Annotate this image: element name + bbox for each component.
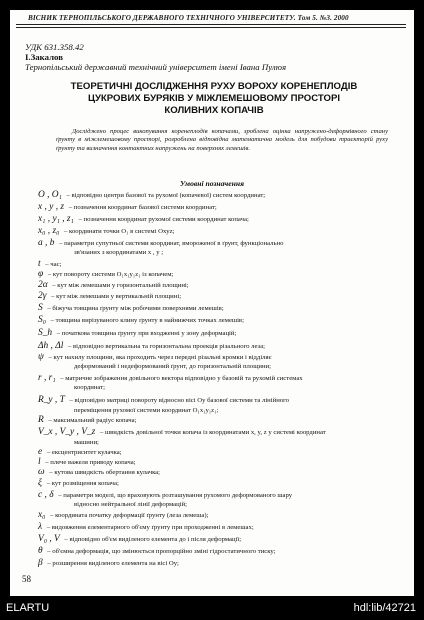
definition-text: – швидкість довільної точки копача із координатами x, y, z у системі координат xyxy=(98,429,326,436)
definition-item xyxy=(38,458,390,467)
title-line: ТЕОРЕТИЧНІ ДОСЛІДЖЕННЯ РУХУ ВОРОХУ КОРЕНЕПЛОДІВ xyxy=(70,81,358,92)
definition-text: – матричне зображення довільного вектора відповідно у базовій та рухомій системах xyxy=(58,375,303,382)
definition-text: – біжуча товщина ґрунту між робочими поверхнями лемешів; xyxy=(45,305,224,312)
definition-continuation: відносно нейтральної лінії деформацій; xyxy=(74,501,187,508)
definition-item xyxy=(38,416,390,425)
definition-text: – відповідно центри базової та рухомої (копачевої) систем координат; xyxy=(64,192,266,199)
definition-continuation: зв'язаних з координатами x , y ; xyxy=(74,249,164,256)
definition-text: – максимальний радіус копача; xyxy=(46,417,137,424)
definition-text: – відповідно вертикальна та горизонтальна проекція різального леза; xyxy=(66,343,266,350)
definition-item xyxy=(38,239,390,248)
definition-item xyxy=(38,559,390,568)
definition-text: – кут між лемешами у горизонтальній площині; xyxy=(50,282,189,289)
definition-item xyxy=(38,215,390,224)
definition-continuation: координат; xyxy=(74,384,105,391)
definition-item xyxy=(38,270,390,279)
author-name: І.Закалов xyxy=(25,52,63,62)
definition-item xyxy=(38,374,390,383)
definition-item xyxy=(38,342,390,351)
definition-continuation: деформований і недеформований ґрунт, до горизонтальній площини; xyxy=(74,363,271,370)
definition-item xyxy=(38,448,390,457)
definition-item xyxy=(38,428,390,437)
definition-symbol: c , δ xyxy=(38,490,54,500)
definition-item xyxy=(38,396,390,405)
definition-symbol: V₀ , V xyxy=(38,534,60,544)
definition-symbol: ω xyxy=(38,467,45,477)
definition-symbol: S xyxy=(38,303,43,313)
definition-symbol: a , b xyxy=(38,238,55,248)
footer-handle-link[interactable]: hdl:lib/42721 xyxy=(353,602,416,614)
paper-title xyxy=(28,81,400,118)
definition-symbol: R xyxy=(38,415,44,425)
definition-text: – розширення виділеного елемента на вісі Oy; xyxy=(45,560,179,567)
definition-text: – товщина вирізуваного клину ґрунту в найнижчих точках лемешів; xyxy=(48,317,244,324)
definition-item xyxy=(38,191,390,200)
definition-item xyxy=(38,535,390,544)
footer-repository-label: ELARTU xyxy=(6,602,50,614)
title-line: КОЛИВНИХ КОПАЧІВ xyxy=(164,105,264,117)
viewer-footer-bar xyxy=(0,598,424,620)
definition-symbol: x , y , z xyxy=(38,202,65,212)
document-sheet xyxy=(10,10,414,596)
abstract: Досліджено процес викопування коренеплодів копачами, зроблена оцінка напружено-деформівного стану ґрунту в міжлемешовому просторі, розроблена відповідна математична модель для побудови траєкторій руху ґрунту та визначення контактних напружень на поверхнях лемешів. xyxy=(56,128,388,152)
definition-text: – позначення координат рухомої системи координат копача; xyxy=(76,216,249,223)
definition-item xyxy=(38,329,390,338)
definition-text: – кутова швидкість обертання кулачка; xyxy=(47,469,161,476)
definition-item xyxy=(38,292,390,301)
definition-item xyxy=(38,203,390,212)
definition-symbol: S₀ xyxy=(38,315,46,325)
affiliation: Тернопільський державний технічний університет імені Івана Пулюя xyxy=(25,62,287,72)
definition-item xyxy=(38,316,390,325)
definition-item xyxy=(38,479,390,488)
definition-symbol: r , r₁ xyxy=(38,373,56,383)
definition-item xyxy=(38,523,390,532)
definition-symbol: l xyxy=(38,457,41,467)
definition-text: – час; xyxy=(43,261,62,268)
definition-symbol: β xyxy=(38,558,43,568)
definition-text: – ексцентриситет кулачка; xyxy=(45,449,122,456)
definition-item xyxy=(38,304,390,313)
definition-symbol: t xyxy=(38,259,41,269)
definition-text: – видовження елементарного об'єму ґрунту при проходженні в лемешах; xyxy=(45,524,254,531)
definition-item xyxy=(38,547,390,556)
definition-item xyxy=(38,281,390,290)
definition-continuation: переміщення рухомої системи координат O₁x₁y₁z₁; xyxy=(74,407,219,414)
definition-symbol: 2γ xyxy=(38,291,47,301)
definition-text: – об'ємна деформація, що змінюється пропорційно зміні гідростатичного тиску; xyxy=(45,548,276,555)
definition-text: – позначення координат базової системи координат; xyxy=(67,204,217,211)
definition-text: – координата початку деформації ґрунту (леза лемеша); xyxy=(48,512,209,519)
definition-item xyxy=(38,353,390,362)
definition-symbol: λ xyxy=(38,522,43,532)
definition-item xyxy=(38,511,390,520)
definition-text: – кут повороту системи O₁x₁y₁z₁ із копачем; xyxy=(46,271,174,278)
definition-symbol: x₀ , z₀ xyxy=(38,226,60,236)
definition-item xyxy=(38,468,390,477)
definition-text: – параметри супутньої системи координат, вмороженої в ґрунт, функціонально xyxy=(57,240,284,247)
definition-symbol: φ xyxy=(38,269,44,279)
definition-symbol: x₀ xyxy=(38,510,46,520)
definition-symbol: V_x , V_y , V_z xyxy=(38,427,96,437)
definition-symbol: Δh , Δl xyxy=(38,341,64,351)
header-rule-bottom xyxy=(16,27,406,28)
journal-header: ВІСНИК ТЕРНОПІЛЬСЬКОГО ДЕРЖАВНОГО ТЕХНІЧНОГО УНІВЕРСИТЕТУ. Том 5. №3. 2000 xyxy=(28,14,349,22)
definition-text: – плече важеля приводу копача; xyxy=(43,459,136,466)
definition-text: – відповідно матриці повороту відносно вісі Oy базової системи та лінійного xyxy=(67,397,290,404)
definition-symbol: S_h xyxy=(38,328,53,338)
definition-item xyxy=(38,227,390,236)
definition-symbol: 2α xyxy=(38,280,48,290)
title-line: ЦУКРОВИХ БУРЯКІВ У МІЖЛЕМЕШОВОМУ ПРОСТОРІ xyxy=(87,93,341,105)
definition-item xyxy=(38,491,390,500)
notation-heading: Умовні позначення xyxy=(179,179,245,188)
definition-item xyxy=(38,260,390,269)
definition-symbol: ξ xyxy=(38,478,43,488)
definition-continuation: машини; xyxy=(74,439,99,446)
definition-symbol: R_y , T xyxy=(38,395,65,405)
definition-text: – кут розміщення копача; xyxy=(45,480,119,487)
definition-symbol: θ xyxy=(38,546,43,556)
definition-text: – параметри моделі, що враховують розташування рухомого деформованого шару xyxy=(56,492,293,499)
definition-text: – кут між лемешами у вертикальній площині; xyxy=(49,293,182,300)
udk-code: УДК 631.358.42 xyxy=(25,42,84,52)
page-number: 58 xyxy=(22,574,31,584)
definition-text: – початкова товщина ґрунту при входженні у зону деформацій; xyxy=(55,330,237,337)
definition-symbol: ψ xyxy=(38,352,44,362)
definition-symbol: x₁ , y₁ , z₁ xyxy=(38,214,74,224)
definition-text: – координати точки O₁ в системі Oxyz; xyxy=(62,228,175,235)
definition-text: – кут нахилу площини, яка проходить через передні різальні кромки і відділяє xyxy=(46,354,272,361)
definition-symbol: e xyxy=(38,447,43,457)
definition-text: – відповідно об'єм виділеного елемента до і після деформації; xyxy=(62,536,242,543)
header-rule-top xyxy=(16,24,406,25)
definition-symbol: O , O₁ xyxy=(38,190,62,200)
